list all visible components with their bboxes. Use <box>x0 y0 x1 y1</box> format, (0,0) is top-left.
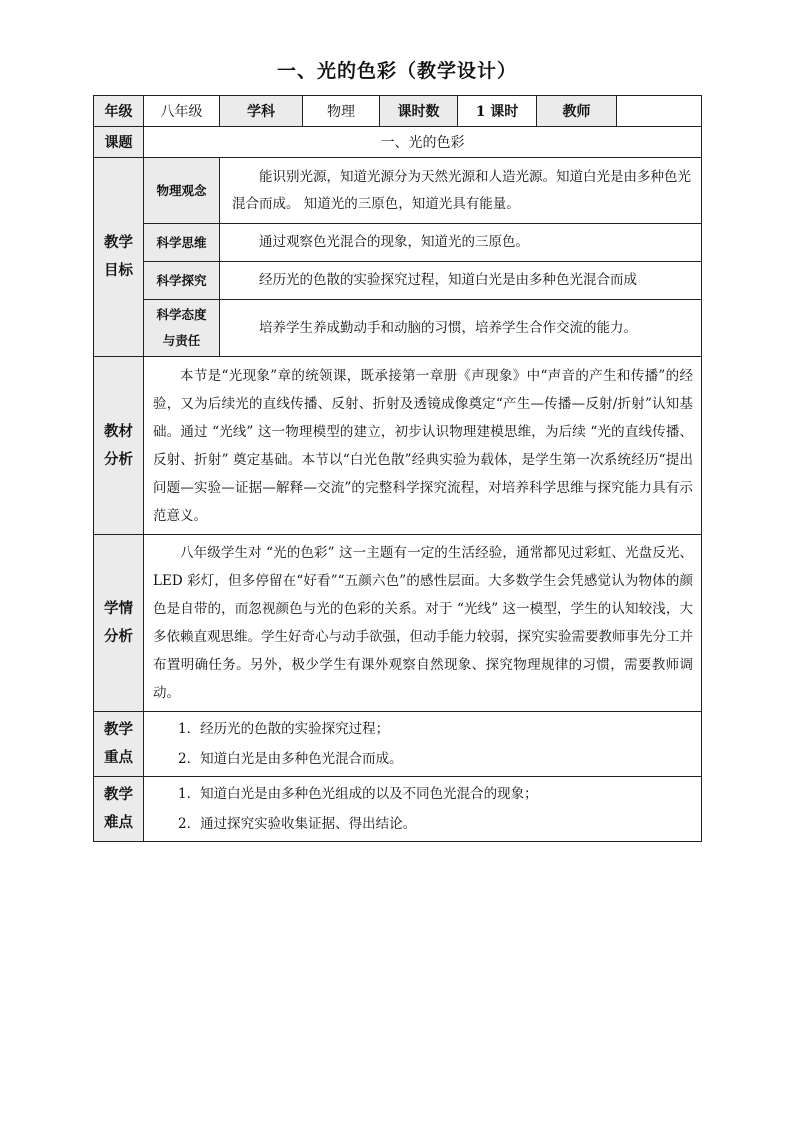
key-points-row <box>94 712 702 777</box>
objective-text-attitude-responsibility: 培养学生养成勤动手和动脑的习惯，培养学生合作交流的能力。 <box>220 300 702 357</box>
material-analysis-label: 教材 分析 <box>94 357 144 535</box>
subject-label: 学科 <box>220 96 303 127</box>
teacher-label: 教师 <box>537 96 617 127</box>
key-points-label: 教学 重点 <box>94 712 144 777</box>
hours-label: 课时数 <box>380 96 458 127</box>
grade-value: 八年级 <box>144 96 220 127</box>
difficulties-list <box>144 777 702 842</box>
objective-label-scientific-inquiry: 科学探究 <box>144 262 220 300</box>
student-analysis-label: 学情 分析 <box>94 535 144 712</box>
topic-row <box>94 127 702 158</box>
objective-text-physics-concept: 能识别光源，知道光源分为天然光源和人造光源。知道白光是由多种色光混合而成。 知道光的三原色，知道光具有能量。 <box>220 158 702 224</box>
key-points-list <box>144 712 702 777</box>
objective-text-scientific-thinking: 通过观察色光混合的现象，知道光的三原色。 <box>220 224 702 262</box>
objective-row <box>94 224 702 262</box>
difficulties-label: 教学 难点 <box>94 777 144 842</box>
subject-value: 物理 <box>303 96 380 127</box>
objective-label-physics-concept: 物理观念 <box>144 158 220 224</box>
student-analysis-text: 八年级学生对 “光的色彩” 这一主题有一定的生活经验，通常都见过彩虹、光盘反光、LED 彩灯，但多停留在“好看”“五颜六色”的感性层面。大多数学生会凭感觉认为物体的颜色是自带的，而忽视颜色与光的色彩的关系。对于 “光线” 这一模型，学生的认知较浅，大多依赖直观思维。学生好奇心与动手欲强，但动手能力较弱，探究实验需要教师事先分工并布置明确任务。另外，极少学生有课外观察自然现象、探究物理规律的习惯，需要教师调动。 <box>144 535 702 712</box>
list-item: 1．知道白光是由多种色光组成的以及不同色光混合的现象； <box>178 786 538 802</box>
grade-label: 年级 <box>94 96 144 127</box>
hours-value: 1 课时 <box>458 96 537 127</box>
objectives-label: 教学 目标 <box>94 158 144 357</box>
topic-value: 一、光的色彩 <box>144 127 702 158</box>
student-analysis-row <box>94 535 702 712</box>
lesson-plan-table <box>93 95 702 842</box>
difficulties-row <box>94 777 702 842</box>
objective-row <box>94 300 702 357</box>
material-analysis-row <box>94 357 702 535</box>
teacher-value <box>617 96 702 127</box>
material-analysis-text: 本节是“光现象”章的统领课，既承接第一章册《声现象》中“声音的产生和传播”的经验，又为后续光的直线传播、反射、折射及透镜成像奠定“产生—传播—反射/折射”认知基础。通过 “光线” 这一物理模型的建立，初步认识物理建模思维，为后续 “光的直线传播、反射、折射” 奠定基础。本节以“白光色散”经典实验为载体，是学生第一次系统经历“提出问题—实验—证据—解释—交流”的完整科学探究流程，对培养科学思维与探究能力具有示范意义。 <box>144 357 702 535</box>
topic-label: 课题 <box>94 127 144 158</box>
objective-text-scientific-inquiry: 经历光的色散的实验探究过程，知道白光是由多种色光混合而成 <box>220 262 702 300</box>
list-item: 2．知道白光是由多种色光混合而成。 <box>178 751 403 767</box>
list-item: 1．经历光的色散的实验探究过程； <box>178 721 390 737</box>
objective-row <box>94 262 702 300</box>
header-row <box>94 96 702 127</box>
objective-label-attitude-responsibility: 科学态度 与责任 <box>144 300 220 357</box>
objective-row <box>94 158 702 224</box>
document-title: 一、光的色彩（教学设计） <box>276 60 517 82</box>
objective-label-scientific-thinking: 科学思维 <box>144 224 220 262</box>
list-item: 2．通过探究实验收集证据、得出结论。 <box>178 816 417 832</box>
